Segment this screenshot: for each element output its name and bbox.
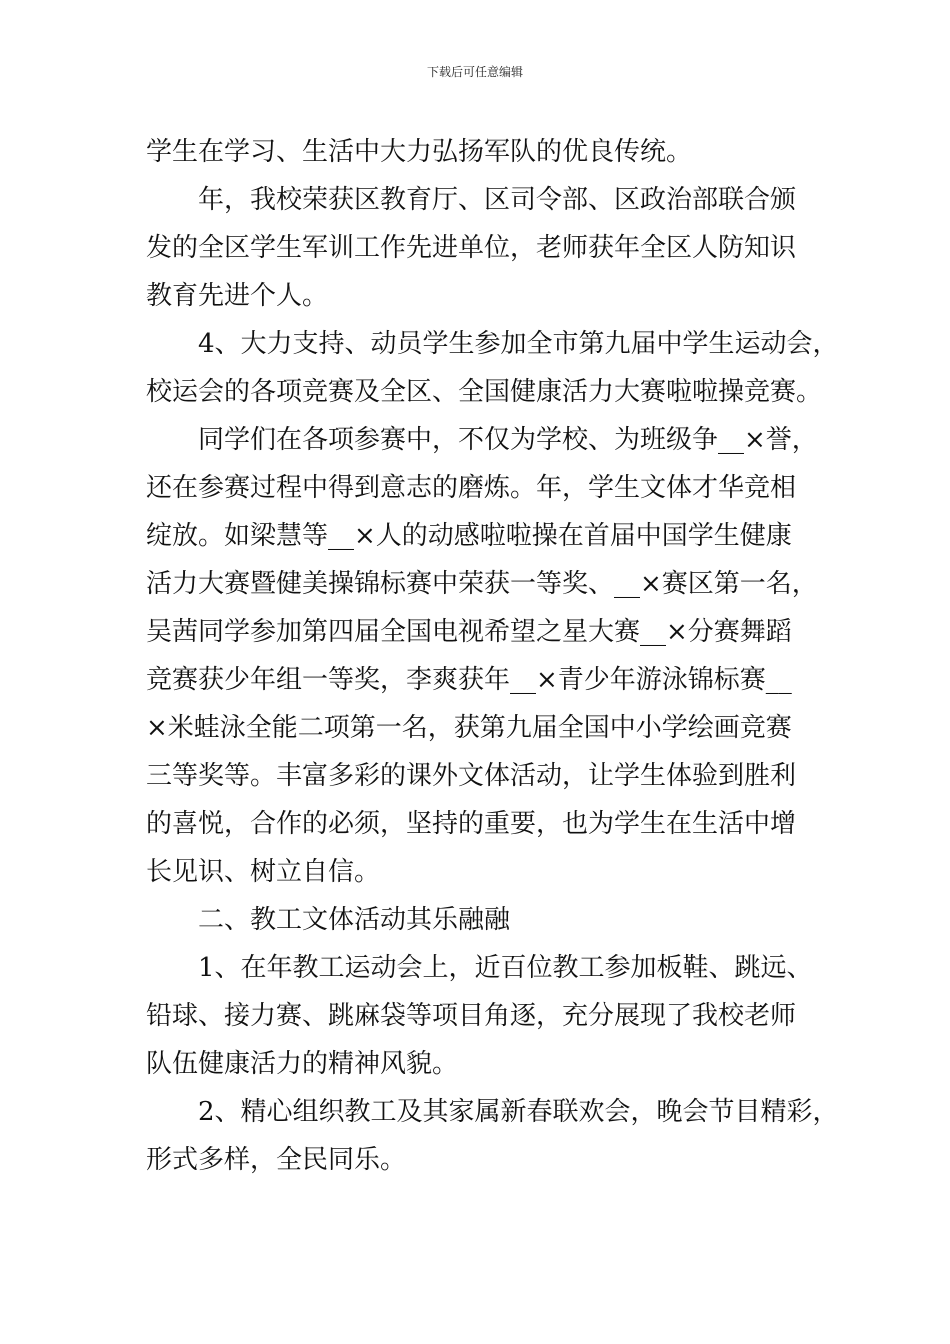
body-text	[146, 128, 839, 1184]
paragraph-start: 4、大力支持、动员学生参加全市第九届中学生运动会，	[198, 329, 839, 359]
text-line: 发的全区学生军训工作先进单位，老师获年全区人防知识	[146, 233, 797, 263]
text-line: 长见识、树立自信。	[146, 857, 381, 887]
page-header: 下载后可任意编辑	[426, 65, 523, 79]
text-line: 竞赛获少年组一等奖，李爽获年__×青少年游泳锦标赛__	[146, 665, 792, 695]
paragraph-start: 同学们在各项参赛中，不仅为学校、为班级争__×誉，	[198, 425, 818, 455]
text-line: 学生在学习、生活中大力弘扬军队的优良传统。	[146, 137, 693, 167]
text-line: 铅球、接力赛、跳麻袋等项目角逐，充分展现了我校老师	[146, 1001, 797, 1031]
text-line: 教育先进个人。	[146, 281, 329, 311]
text-line: 还在参赛过程中得到意志的磨炼。年，学生文体才华竞相	[146, 473, 797, 503]
text-line: 活力大赛暨健美操锦标赛中荣获一等奖、__×赛区第一名，	[146, 569, 818, 599]
text-line: 队伍健康活力的精神风貌。	[146, 1049, 459, 1079]
text-line: 的喜悦，合作的必须，坚持的重要，也为学生在生活中增	[146, 809, 797, 839]
text-line: 绽放。如梁慧等__×人的动感啦啦操在首届中国学生健康	[146, 521, 792, 551]
text-line: 校运会的各项竞赛及全区、全国健康活力大赛啦啦操竞赛。	[146, 377, 823, 407]
text-line: ×米蛙泳全能二项第一名，获第九届全国中小学绘画竞赛	[146, 713, 792, 743]
paragraph-start: 2、精心组织教工及其家属新春联欢会，晚会节目精彩，	[198, 1097, 839, 1127]
text-line: 吴茜同学参加第四届全国电视希望之星大赛__×分赛舞蹈	[146, 617, 792, 647]
text-line: 形式多样，全民同乐。	[146, 1145, 407, 1175]
section-heading: 二、教工文体活动其乐融融	[198, 905, 511, 935]
paragraph-start: 1、在年教工运动会上，近百位教工参加板鞋、跳远、	[198, 953, 813, 983]
text-line: 三等奖等。丰富多彩的课外文体活动，让学生体验到胜利	[146, 761, 797, 791]
paragraph-start: 年，我校荣获区教育厅、区司令部、区政治部联合颁	[198, 185, 797, 215]
